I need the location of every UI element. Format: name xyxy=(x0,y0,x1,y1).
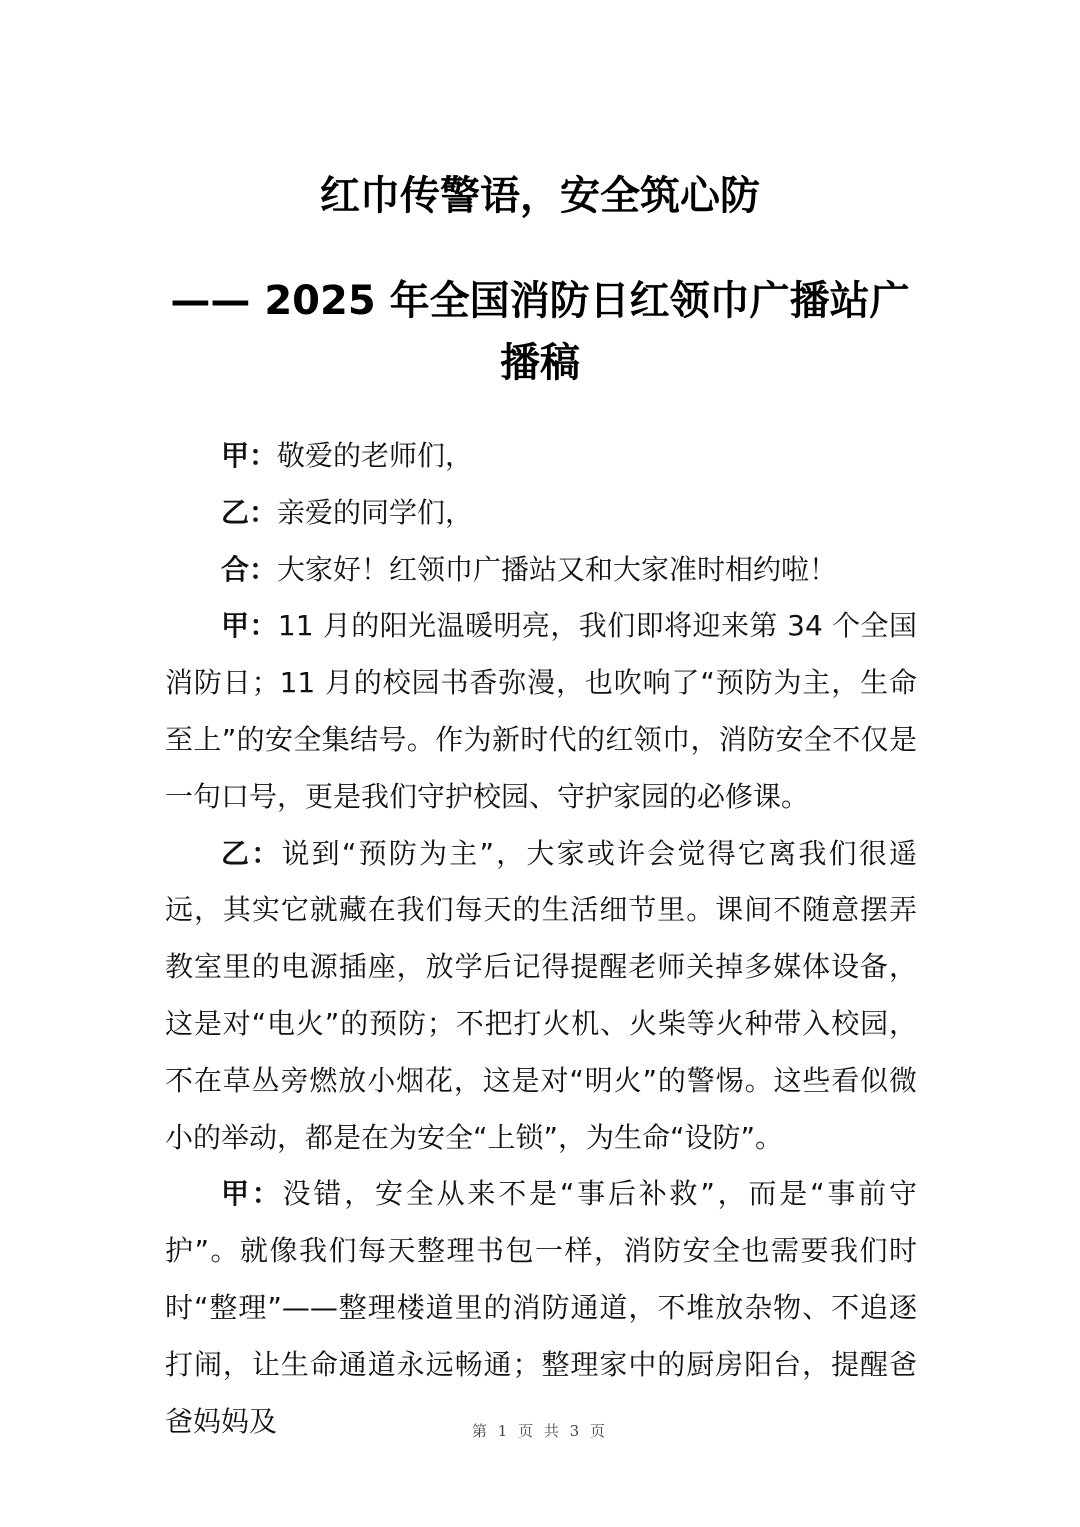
paragraph xyxy=(165,598,917,825)
paragraph xyxy=(165,1166,917,1450)
speaker-label: 甲： xyxy=(221,439,278,472)
paragraph-text: 大家好！红领巾广播站又和大家准时相约啦！ xyxy=(277,552,838,586)
paragraph xyxy=(165,826,917,1167)
speaker-label: 乙： xyxy=(221,495,278,529)
paragraph xyxy=(165,428,917,485)
speaker-label: 甲： xyxy=(221,1177,283,1211)
document-subtitle: —— 2025 年全国消防日红领巾广播站广播稿 xyxy=(170,278,910,386)
paragraph xyxy=(165,485,917,542)
speaker-label: 合： xyxy=(221,552,278,586)
speaker-label: 甲： xyxy=(221,609,278,643)
paragraph-text: 没错，安全从来不是“事后补救”，而是“事前守护”。就像我们每天整理书包一样，消防安全也需要我们时时“整理”——整理楼道里的消防通道，不堆放杂物、不追逐打闹，让生命通道永远畅通；整理家中的厨房阳台，提醒爸爸妈妈及 xyxy=(165,1177,917,1438)
paragraph-text: 敬爱的老师们， xyxy=(277,439,474,472)
speaker-label: 乙： xyxy=(221,836,282,870)
page-number-footer: 第 1 页 共 3 页 xyxy=(472,1422,608,1440)
document-title: 红巾传警语，安全筑心防 xyxy=(320,173,760,219)
paragraph-text: 说到“预防为主”，大家或许会觉得它离我们很遥远，其实它就藏在我们每天的生活细节里。课间不随意摆弄教室里的电源插座，放学后记得提醒老师关掉多媒体设备，这是对“电火”的预防；不把打火机、火柴等火种带入校园，不在草丛旁燃放小烟花，这是对“明火”的警惕。这些看似微小的举动，都是在为安全“上锁”，为生命“设防”。 xyxy=(165,836,917,1154)
paragraph-text: 亲爱的同学们， xyxy=(277,495,474,529)
paragraph-text: 11 月的阳光温暖明亮，我们即将迎来第 34 个全国消防日；11 月的校园书香弥漫，也吹响了“预防为主，生命至上”的安全集结号。作为新时代的红领巾，消防安全不仅是一句口号，更是我们守护校园、守护家园的必修课。 xyxy=(165,609,917,813)
document-body xyxy=(165,428,917,1450)
paragraph xyxy=(165,542,917,599)
